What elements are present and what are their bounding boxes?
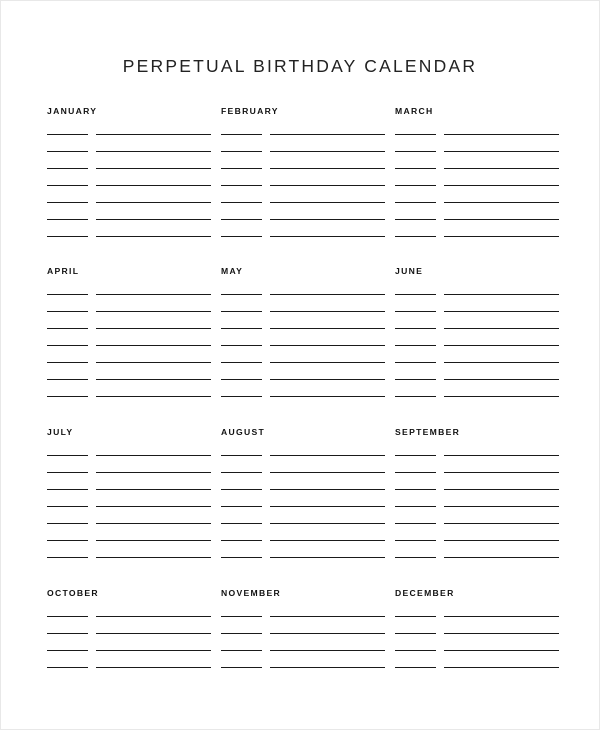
date-blank-line[interactable] bbox=[221, 616, 262, 617]
birthday-entry-row bbox=[395, 667, 559, 668]
birthday-entry-row bbox=[47, 616, 211, 617]
birthday-entry-row bbox=[221, 219, 385, 220]
name-blank-line[interactable] bbox=[96, 294, 211, 295]
month-block-march bbox=[395, 106, 559, 238]
date-blank-line[interactable] bbox=[395, 396, 436, 397]
name-blank-line[interactable] bbox=[444, 362, 559, 363]
name-blank-line[interactable] bbox=[270, 650, 385, 651]
birthday-entry-row bbox=[221, 472, 385, 473]
name-blank-line[interactable] bbox=[270, 540, 385, 541]
date-blank-line[interactable] bbox=[221, 345, 262, 346]
birthday-entry-row bbox=[221, 667, 385, 668]
date-blank-line[interactable] bbox=[395, 616, 436, 617]
name-blank-line[interactable] bbox=[96, 455, 211, 456]
birthday-entry-row bbox=[395, 540, 559, 541]
name-blank-line[interactable] bbox=[96, 379, 211, 380]
date-blank-line[interactable] bbox=[47, 151, 88, 152]
date-blank-line[interactable] bbox=[395, 185, 436, 186]
name-blank-line[interactable] bbox=[444, 472, 559, 473]
birthday-entry-row bbox=[221, 236, 385, 237]
date-blank-line[interactable] bbox=[47, 455, 88, 456]
birthday-entry-row bbox=[395, 219, 559, 220]
birthday-entry-row bbox=[47, 379, 211, 380]
name-blank-line[interactable] bbox=[444, 489, 559, 490]
date-blank-line[interactable] bbox=[47, 168, 88, 169]
name-blank-line[interactable] bbox=[96, 396, 211, 397]
date-blank-line[interactable] bbox=[395, 379, 436, 380]
name-blank-line[interactable] bbox=[444, 168, 559, 169]
birthday-entry-row bbox=[47, 362, 211, 363]
birthday-entry-row bbox=[395, 472, 559, 473]
birthday-entry-row bbox=[395, 328, 559, 329]
birthday-entry-row bbox=[395, 168, 559, 169]
name-blank-line[interactable] bbox=[444, 151, 559, 152]
name-blank-line[interactable] bbox=[96, 219, 211, 220]
birthday-entry-row bbox=[395, 362, 559, 363]
month-block-september bbox=[395, 427, 559, 559]
date-blank-line[interactable] bbox=[47, 134, 88, 135]
name-blank-line[interactable] bbox=[270, 472, 385, 473]
birthday-entry-row bbox=[221, 633, 385, 634]
birthday-entry-row bbox=[47, 472, 211, 473]
name-blank-line[interactable] bbox=[444, 455, 559, 456]
birthday-entry-row bbox=[221, 185, 385, 186]
date-blank-line[interactable] bbox=[47, 362, 88, 363]
birthday-entry-row bbox=[395, 455, 559, 456]
name-blank-line[interactable] bbox=[444, 650, 559, 651]
name-blank-line[interactable] bbox=[444, 236, 559, 237]
date-blank-line[interactable] bbox=[395, 557, 436, 558]
name-blank-line[interactable] bbox=[96, 134, 211, 135]
name-blank-line[interactable] bbox=[444, 523, 559, 524]
month-block-may bbox=[221, 266, 385, 398]
birthday-entry-row bbox=[221, 202, 385, 203]
birthday-entry-row bbox=[47, 345, 211, 346]
name-blank-line[interactable] bbox=[96, 557, 211, 558]
month-label: FEBRUARY bbox=[221, 106, 279, 116]
date-blank-line[interactable] bbox=[47, 396, 88, 397]
date-blank-line[interactable] bbox=[47, 236, 88, 237]
birthday-entry-row bbox=[395, 294, 559, 295]
date-blank-line[interactable] bbox=[221, 667, 262, 668]
date-blank-line[interactable] bbox=[221, 396, 262, 397]
name-blank-line[interactable] bbox=[96, 345, 211, 346]
month-block-july bbox=[47, 427, 211, 559]
date-blank-line[interactable] bbox=[395, 345, 436, 346]
name-blank-line[interactable] bbox=[270, 455, 385, 456]
birthday-entry-row bbox=[221, 151, 385, 152]
name-blank-line[interactable] bbox=[96, 236, 211, 237]
name-blank-line[interactable] bbox=[444, 506, 559, 507]
month-label: OCTOBER bbox=[47, 588, 99, 598]
name-blank-line[interactable] bbox=[96, 362, 211, 363]
birthday-entry-row bbox=[221, 328, 385, 329]
name-blank-line[interactable] bbox=[270, 202, 385, 203]
birthday-entry-row bbox=[221, 540, 385, 541]
name-blank-line[interactable] bbox=[96, 667, 211, 668]
date-blank-line[interactable] bbox=[221, 557, 262, 558]
date-blank-line[interactable] bbox=[221, 362, 262, 363]
date-blank-line[interactable] bbox=[221, 523, 262, 524]
name-blank-line[interactable] bbox=[444, 202, 559, 203]
date-blank-line[interactable] bbox=[221, 219, 262, 220]
month-label: DECEMBER bbox=[395, 588, 455, 598]
month-block-june bbox=[395, 266, 559, 398]
birthday-entry-row bbox=[221, 523, 385, 524]
name-blank-line[interactable] bbox=[270, 633, 385, 634]
birthday-entry-row bbox=[395, 616, 559, 617]
month-label: APRIL bbox=[47, 266, 80, 276]
name-blank-line[interactable] bbox=[96, 489, 211, 490]
date-blank-line[interactable] bbox=[395, 202, 436, 203]
name-blank-line[interactable] bbox=[96, 185, 211, 186]
birthday-entry-row bbox=[221, 506, 385, 507]
name-blank-line[interactable] bbox=[96, 506, 211, 507]
birthday-entry-row bbox=[47, 311, 211, 312]
month-label: MAY bbox=[221, 266, 244, 276]
birthday-entry-row bbox=[395, 633, 559, 634]
birthday-entry-row bbox=[47, 202, 211, 203]
date-blank-line[interactable] bbox=[47, 294, 88, 295]
date-blank-line[interactable] bbox=[47, 328, 88, 329]
name-blank-line[interactable] bbox=[444, 396, 559, 397]
date-blank-line[interactable] bbox=[395, 294, 436, 295]
name-blank-line[interactable] bbox=[444, 328, 559, 329]
name-blank-line[interactable] bbox=[270, 311, 385, 312]
date-blank-line[interactable] bbox=[395, 151, 436, 152]
birthday-entry-row bbox=[47, 540, 211, 541]
date-blank-line[interactable] bbox=[47, 345, 88, 346]
date-blank-line[interactable] bbox=[47, 379, 88, 380]
name-blank-line[interactable] bbox=[444, 633, 559, 634]
month-label: JULY bbox=[47, 427, 74, 437]
date-blank-line[interactable] bbox=[221, 506, 262, 507]
name-blank-line[interactable] bbox=[96, 328, 211, 329]
birthday-entry-row bbox=[47, 185, 211, 186]
name-blank-line[interactable] bbox=[96, 540, 211, 541]
name-blank-line[interactable] bbox=[444, 219, 559, 220]
birthday-entry-row bbox=[395, 489, 559, 490]
birthday-entry-row bbox=[221, 134, 385, 135]
birthday-entry-row bbox=[221, 557, 385, 558]
birthday-entry-row bbox=[395, 151, 559, 152]
name-blank-line[interactable] bbox=[96, 168, 211, 169]
name-blank-line[interactable] bbox=[96, 616, 211, 617]
name-blank-line[interactable] bbox=[96, 633, 211, 634]
birthday-entry-row bbox=[47, 557, 211, 558]
date-blank-line[interactable] bbox=[221, 472, 262, 473]
name-blank-line[interactable] bbox=[444, 185, 559, 186]
name-blank-line[interactable] bbox=[270, 506, 385, 507]
birthday-entry-row bbox=[47, 506, 211, 507]
name-blank-line[interactable] bbox=[444, 667, 559, 668]
birthday-entry-row bbox=[221, 168, 385, 169]
name-blank-line[interactable] bbox=[444, 294, 559, 295]
birthday-entry-row bbox=[395, 523, 559, 524]
month-block-october bbox=[47, 588, 211, 669]
birthday-entry-row bbox=[395, 506, 559, 507]
date-blank-line[interactable] bbox=[395, 523, 436, 524]
date-blank-line[interactable] bbox=[47, 633, 88, 634]
name-blank-line[interactable] bbox=[96, 202, 211, 203]
date-blank-line[interactable] bbox=[221, 379, 262, 380]
date-blank-line[interactable] bbox=[395, 650, 436, 651]
date-blank-line[interactable] bbox=[221, 489, 262, 490]
birthday-entry-row bbox=[221, 311, 385, 312]
date-blank-line[interactable] bbox=[395, 472, 436, 473]
birthday-entry-row bbox=[221, 379, 385, 380]
date-blank-line[interactable] bbox=[395, 506, 436, 507]
name-blank-line[interactable] bbox=[444, 379, 559, 380]
date-blank-line[interactable] bbox=[395, 362, 436, 363]
date-blank-line[interactable] bbox=[395, 633, 436, 634]
birthday-entry-row bbox=[221, 362, 385, 363]
birthday-entry-row bbox=[47, 236, 211, 237]
name-blank-line[interactable] bbox=[444, 616, 559, 617]
birthday-entry-row bbox=[47, 650, 211, 651]
month-label: NOVEMBER bbox=[221, 588, 282, 598]
birthday-entry-row bbox=[221, 294, 385, 295]
date-blank-line[interactable] bbox=[47, 311, 88, 312]
name-blank-line[interactable] bbox=[270, 236, 385, 237]
month-block-january bbox=[47, 106, 211, 238]
date-blank-line[interactable] bbox=[221, 185, 262, 186]
birthday-entry-row bbox=[221, 455, 385, 456]
date-blank-line[interactable] bbox=[221, 311, 262, 312]
date-blank-line[interactable] bbox=[395, 328, 436, 329]
month-block-august bbox=[221, 427, 385, 559]
name-blank-line[interactable] bbox=[270, 328, 385, 329]
date-blank-line[interactable] bbox=[47, 202, 88, 203]
date-blank-line[interactable] bbox=[47, 557, 88, 558]
birthday-entry-row bbox=[221, 489, 385, 490]
birthday-entry-row bbox=[47, 294, 211, 295]
month-block-december bbox=[395, 588, 559, 669]
date-blank-line[interactable] bbox=[221, 168, 262, 169]
name-blank-line[interactable] bbox=[270, 151, 385, 152]
date-blank-line[interactable] bbox=[395, 168, 436, 169]
birthday-entry-row bbox=[395, 650, 559, 651]
birthday-entry-row bbox=[395, 185, 559, 186]
name-blank-line[interactable] bbox=[270, 557, 385, 558]
name-blank-line[interactable] bbox=[444, 134, 559, 135]
date-blank-line[interactable] bbox=[221, 236, 262, 237]
birthday-entry-row bbox=[221, 650, 385, 651]
name-blank-line[interactable] bbox=[270, 616, 385, 617]
birthday-entry-row bbox=[47, 151, 211, 152]
name-blank-line[interactable] bbox=[96, 472, 211, 473]
birthday-entry-row bbox=[47, 134, 211, 135]
birthday-entry-row bbox=[395, 396, 559, 397]
name-blank-line[interactable] bbox=[96, 311, 211, 312]
birthday-entry-row bbox=[47, 396, 211, 397]
name-blank-line[interactable] bbox=[96, 151, 211, 152]
date-blank-line[interactable] bbox=[47, 506, 88, 507]
birthday-entry-row bbox=[47, 455, 211, 456]
name-blank-line[interactable] bbox=[270, 523, 385, 524]
birthday-entry-row bbox=[221, 616, 385, 617]
month-label: SEPTEMBER bbox=[395, 427, 461, 437]
birthday-entry-row bbox=[395, 311, 559, 312]
birthday-entry-row bbox=[47, 219, 211, 220]
birthday-entry-row bbox=[395, 134, 559, 135]
month-label: JANUARY bbox=[47, 106, 98, 116]
name-blank-line[interactable] bbox=[270, 168, 385, 169]
name-blank-line[interactable] bbox=[270, 134, 385, 135]
date-blank-line[interactable] bbox=[47, 650, 88, 651]
date-blank-line[interactable] bbox=[395, 540, 436, 541]
name-blank-line[interactable] bbox=[96, 650, 211, 651]
birthday-entry-row bbox=[395, 236, 559, 237]
birthday-entry-row bbox=[395, 379, 559, 380]
birthday-entry-row bbox=[395, 202, 559, 203]
date-blank-line[interactable] bbox=[221, 540, 262, 541]
name-blank-line[interactable] bbox=[270, 362, 385, 363]
birthday-entry-row bbox=[47, 168, 211, 169]
date-blank-line[interactable] bbox=[47, 489, 88, 490]
date-blank-line[interactable] bbox=[221, 202, 262, 203]
date-blank-line[interactable] bbox=[221, 328, 262, 329]
birthday-entry-row bbox=[395, 345, 559, 346]
birthday-entry-row bbox=[47, 489, 211, 490]
date-blank-line[interactable] bbox=[221, 151, 262, 152]
month-label: AUGUST bbox=[221, 427, 266, 437]
date-blank-line[interactable] bbox=[47, 523, 88, 524]
date-blank-line[interactable] bbox=[395, 311, 436, 312]
month-block-april bbox=[47, 266, 211, 398]
date-blank-line[interactable] bbox=[221, 633, 262, 634]
date-blank-line[interactable] bbox=[47, 185, 88, 186]
month-label: MARCH bbox=[395, 106, 434, 116]
name-blank-line[interactable] bbox=[270, 396, 385, 397]
name-blank-line[interactable] bbox=[444, 311, 559, 312]
name-blank-line[interactable] bbox=[444, 557, 559, 558]
date-blank-line[interactable] bbox=[47, 219, 88, 220]
birthday-entry-row bbox=[47, 328, 211, 329]
birthday-entry-row bbox=[47, 633, 211, 634]
date-blank-line[interactable] bbox=[221, 134, 262, 135]
birthday-entry-row bbox=[395, 557, 559, 558]
name-blank-line[interactable] bbox=[270, 294, 385, 295]
month-label: JUNE bbox=[395, 266, 424, 276]
birthday-entry-row bbox=[221, 396, 385, 397]
date-blank-line[interactable] bbox=[221, 650, 262, 651]
birthday-entry-row bbox=[47, 523, 211, 524]
date-blank-line[interactable] bbox=[395, 667, 436, 668]
date-blank-line[interactable] bbox=[395, 236, 436, 237]
name-blank-line[interactable] bbox=[444, 540, 559, 541]
month-block-november bbox=[221, 588, 385, 669]
date-blank-line[interactable] bbox=[47, 616, 88, 617]
birthday-entry-row bbox=[47, 667, 211, 668]
month-block-february bbox=[221, 106, 385, 238]
date-blank-line[interactable] bbox=[395, 219, 436, 220]
page-title: PERPETUAL BIRTHDAY CALENDAR bbox=[122, 56, 478, 76]
date-blank-line[interactable] bbox=[221, 294, 262, 295]
date-blank-line[interactable] bbox=[47, 540, 88, 541]
date-blank-line[interactable] bbox=[395, 134, 436, 135]
name-blank-line[interactable] bbox=[270, 219, 385, 220]
name-blank-line[interactable] bbox=[96, 523, 211, 524]
date-blank-line[interactable] bbox=[47, 472, 88, 473]
date-blank-line[interactable] bbox=[395, 489, 436, 490]
name-blank-line[interactable] bbox=[444, 345, 559, 346]
name-blank-line[interactable] bbox=[270, 489, 385, 490]
name-blank-line[interactable] bbox=[270, 667, 385, 668]
name-blank-line[interactable] bbox=[270, 185, 385, 186]
birthday-entry-row bbox=[221, 345, 385, 346]
date-blank-line[interactable] bbox=[221, 455, 262, 456]
name-blank-line[interactable] bbox=[270, 345, 385, 346]
name-blank-line[interactable] bbox=[270, 379, 385, 380]
date-blank-line[interactable] bbox=[395, 455, 436, 456]
date-blank-line[interactable] bbox=[47, 667, 88, 668]
